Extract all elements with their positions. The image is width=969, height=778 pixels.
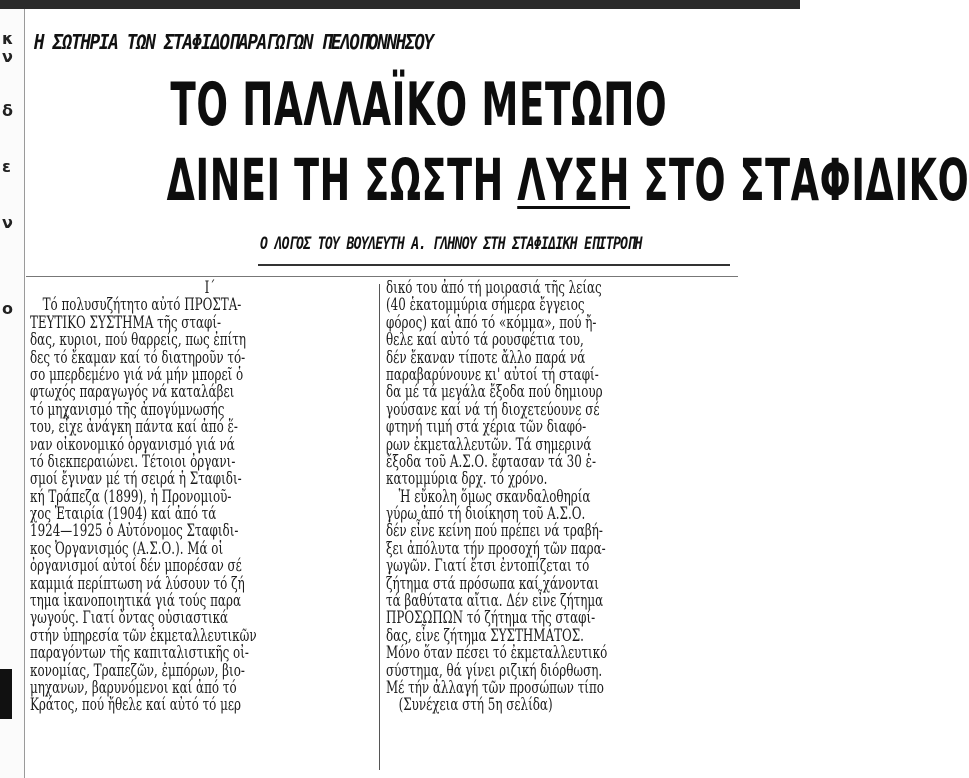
article-text-line: Μέ τήν ἀλλαγή τῶν προσώπων τίπο [386,677,604,698]
article-text-line: δες τό ἔκαμαν καί τό διατηροῦν τό- [30,347,246,368]
margin-glyph: κ [2,29,14,48]
article-text-line: στήν ὑπηρεσία τῶν ἐκμεταλλευτικῶν [30,625,257,646]
article-column-left [30,280,390,715]
article-text-line: ΠΡΟΣΩΠΩΝ τό ζήτημα τῆς σταφί- [386,608,596,629]
headline-underlined-word: ΛΥΣΗ [517,146,631,214]
article-text-line: δα μέ τά μεγάλα ἔξοδα πού δημιουρ [386,382,603,403]
article-text-line: κονομίας, Τραπεζῶν, ἐμπόρων, βιο- [30,660,245,681]
article-text-line: φτηνή τιμή στά χέρια τῶν διαφό- [386,417,587,438]
article-text-line: ξει ἀπόλυτα τήν προσοχή τῶν παρα- [386,538,606,559]
article-text-line: (40 ἑκατομμύρια σήμερα ἔγγειος [386,295,585,316]
article-text-line: θελε καί αὐτό τά ρουσφέτια του, [386,330,584,351]
kicker: Η ΣΩΤΗΡΙΑ ΤΩΝ ΣΤΑΦΙΔΟΠΑΡΑΓΩΓΩΝ ΠΕΛΟΠΟΝΝΗΣΟΥ [34,30,433,54]
headline-line-2-part-a: ΔΙΝΕΙ ΤΗ ΣΩΣΤΗ [166,146,518,214]
article-text-line: γούσανε καί νά τή διοχετεύουνε σέ [386,399,600,420]
article-text-line: καμμιά περίπτωση νά λύσουν τό ζή [30,573,245,594]
article-text-line: φτωχός παραγωγός νά καταλάβει [30,382,235,403]
article-text-line: σμοί ἔγιναν μέ τή σειρά ἡ Σταφιδι- [30,469,242,490]
article-text-line: κατομμύρια δρχ. τό χρόνο. [386,469,548,490]
article-text-line: Ἡ εὔκολη ὅμως σκανδαλοθηρία [398,486,591,507]
window-top-bar [0,0,800,9]
margin-glyph: ν [2,213,13,232]
margin-glyph: ε [2,157,11,176]
article-text-line: σύστημα, θά γίνει ριζική διόρθωση. [386,660,603,681]
article-text-line: τημα ἱκανοποιητικά γιά τούς παρα [30,591,242,612]
article-text-line: δας, κυριοι, πού θαρρείς, πως ἐπίτη [30,330,246,351]
article-text-line: τό διεκπεραιώνει. Τέτοιοι ὀργανι- [30,451,236,472]
body-top-rule [26,276,738,277]
adjacent-column-fragment [0,9,25,778]
article-text-line: γωγούς. Γιατί ὄντας οὐσιαστικά [30,608,229,629]
subheadline: Ο ΛΟΓΟΣ ΤΟΥ ΒΟΥΛΕΥΤΗ Α. ΓΛΗΝΟΥ ΣΤΗ ΣΤΑΦΙΔΙΚΗ ΕΠΙΤΡΟΠΗ [260,234,642,254]
article-text-line: ζήτημα στά πρόσωπα καί χάνονται [386,573,599,594]
article-text-line: παραβαρύνουνε κι' αὐτοί τή σταφί- [386,364,599,385]
article-text-line: κή Τράπεζα (1899), ἡ Προνομιοῦ- [30,486,232,507]
headline-line-1: ΤΟ ΠΑΛΛΑΪΚΟ ΜΕΤΩΠΟ [170,70,668,140]
article-text-line: δικό του ἀπό τή μοιρασιά τῆς λείας [386,278,602,298]
article-text-line: ΤΕΥΤΙΚΟ ΣΥΣΤΗΜΑ τῆς σταφί- [30,312,222,333]
subheadline-rule [258,264,730,266]
article-text-line: ναν οἰκονομικό ὀργανισμό γιά νά [30,434,235,455]
article-text-line: ὀργανισμοί αὐτοί δέν μπορέσαν σέ [30,556,242,577]
article-text-line: γωγῶν. Γιατί ἔτσι ἐντοπίζεται τό [386,556,590,577]
article-text-line: κος Ὀργανισμός (Α.Σ.Ο.). Μά οἱ [30,538,224,559]
section-mark: Ι΄ [204,278,216,298]
article-text-line: δέν ἔκαναν τίποτε ἄλλο παρά νά [386,347,586,368]
article-text-line: τά βαθύτατα αἴτια. Δέν εἶνε ζήτημα [386,591,604,612]
article-text-line: δέν εἶνε κείνη πού πρέπει νά τραβή- [386,521,603,542]
article-text-line: (Συνέχεια στή 5η σελίδα) [398,695,553,716]
article-text-line: δας, εἶνε ζήτημα ΣΥΣΤΗΜΑΤΟΣ. [386,625,584,646]
headline-line-2-part-b: ΣΤΟ ΣΤΑΦΙΔΙΚΟ [630,146,969,214]
article-text-line: φόρος) καί ἀπό τό «κόμμα», πού ἤ- [386,312,597,333]
article-text-line: παραγόντων τῆς καπιταλιστικῆς οἰ- [30,643,249,664]
article-column-right [386,280,746,715]
column-divider [379,284,380,770]
margin-glyph: ο [2,299,13,318]
article-text-line: τό μηχανισμό τῆς ἀπογύμνωσής [30,399,225,420]
article-text-line: Κράτος, πού ἤθελε καί αὐτό τό μερ [30,695,242,716]
article-text-line: ἔξοδα τοῦ Α.Σ.Ο. ἔφτασαν τά 30 ἑ- [386,451,596,472]
article-text-line: σο μπερδεμένο γιά νά μήν μπορεῖ ὁ [30,364,244,385]
article-text-line: του, εἶχε ἀνάγκη πάντα καί ἀπό ἕ- [30,417,238,438]
headline-line-2 [166,146,969,214]
margin-glyph: ν [2,47,13,66]
article-text-line: μηχανων, βαρυνόμενοι καί ἀπό τό [30,677,237,698]
article-text-line: Μόνο ὅταν πέσει τό ἐκμεταλλευτικό [386,643,608,664]
article-text-line: 1924—1925 ὁ Αὐτόνομος Σταφιδι- [30,521,239,542]
ink-block [0,669,12,719]
article-text-line: Τό πολυσυζήτητο αὐτό ΠΡΟΣΤΑ- [42,295,242,316]
article-text-line: χος Ἑταιρία (1904) καί ἀπό τά [30,504,217,525]
article-text-line: ρων ἐκμεταλλευτῶν. Τά σημερινά [386,434,592,455]
margin-glyph: δ [2,101,13,120]
article-text-line: γύρω ἀπό τή διοίκηση τοῦ Α.Σ.Ο. [386,504,586,525]
